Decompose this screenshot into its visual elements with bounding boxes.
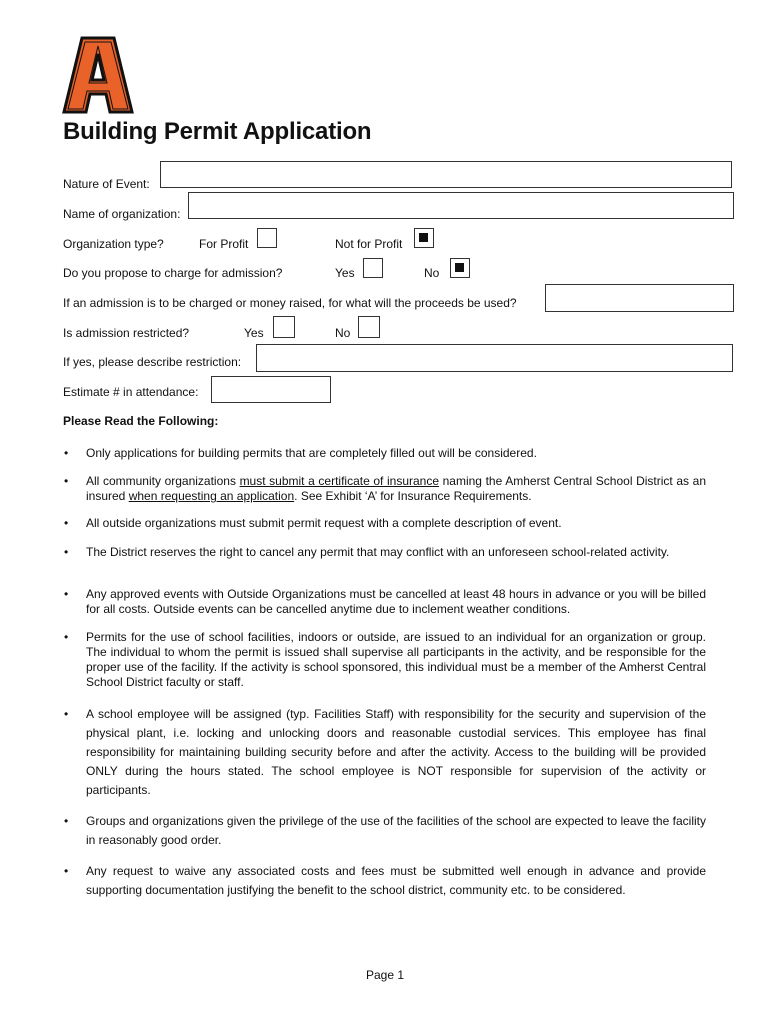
- charge-admission-no-checkbox[interactable]: [450, 258, 470, 278]
- nature-of-event-field[interactable]: [160, 161, 732, 188]
- admission-restricted-no-label: No: [335, 326, 351, 340]
- page-title: Building Permit Application: [63, 118, 372, 145]
- admission-restricted-yes-checkbox[interactable]: [273, 316, 295, 338]
- charge-admission-label: Do you propose to charge for admission?: [63, 266, 283, 280]
- nature-of-event-label: Nature of Event:: [63, 177, 150, 191]
- list-item: • Only applications for building permits that are completely filled out will be considered.: [86, 446, 706, 461]
- charge-admission-yes-label: Yes: [335, 266, 355, 280]
- not-for-profit-checkbox[interactable]: [414, 228, 434, 248]
- list-item: • A school employee will be assigned (typ. Facilities Staff) with responsibility for the security and supervision of the physical plant, i.e. locking and unlocking doors and reasonable custodial services. This employee has final responsibility for maintaining building security before and after the activity. Access to the building will be provided ONLY during the hours stated. The school employee is NOT responsible for supervision of the activity or participants.: [86, 705, 706, 800]
- charge-admission-yes-checkbox[interactable]: [363, 258, 383, 278]
- list-item: • All outside organizations must submit permit request with a complete description of event.: [86, 516, 706, 531]
- attendance-estimate-field[interactable]: [211, 376, 331, 403]
- page-number: Page 1: [365, 968, 405, 982]
- list-item: • Any approved events with Outside Organizations must be cancelled at least 48 hours in advance or you will be billed for all costs. Outside events can be cancelled anytime due to inclement weather conditions.: [86, 587, 706, 617]
- admission-restricted-yes-label: Yes: [244, 326, 264, 340]
- list-item: • All community organizations must submit a certificate of insurance naming the Amherst Central School District as an insured when requesting an application. See Exhibit ‘A’ for Insurance Requirements.: [86, 474, 706, 504]
- for-profit-checkbox[interactable]: [257, 228, 277, 248]
- for-profit-label: For Profit: [199, 237, 249, 251]
- list-item: • The District reserves the right to cancel any permit that may conflict with an unforeseen school-related activity.: [86, 545, 706, 560]
- organization-name-field[interactable]: [188, 192, 734, 219]
- admission-restricted-label: Is admission restricted?: [63, 326, 190, 340]
- attendance-estimate-label: Estimate # in attendance:: [63, 385, 199, 399]
- list-item: • Permits for the use of school facilities, indoors or outside, are issued to an individual for an organization or group. The individual to whom the permit is issued shall supervise all participants in the activity, and be responsible for the proper use of the facility. If the activity is school sponsored, this individual must be a member of the Amherst Central School District faculty or staff.: [86, 630, 706, 690]
- list-item: • Groups and organizations given the privilege of the use of the facilities of the school are expected to leave the facility in reasonably good order.: [86, 812, 706, 850]
- restriction-description-label: If yes, please describe restriction:: [63, 355, 242, 369]
- not-for-profit-label: Not for Profit: [335, 237, 403, 251]
- school-logo: [62, 36, 134, 116]
- charge-admission-no-label: No: [424, 266, 440, 280]
- read-heading: Please Read the Following:: [63, 414, 219, 428]
- logo-letter-a: [64, 38, 132, 112]
- proceeds-use-label: If an admission is to be charged or money raised, for what will the proceeds be used?: [63, 296, 517, 310]
- proceeds-use-field[interactable]: [545, 284, 734, 312]
- organization-name-label: Name of organization:: [63, 207, 181, 221]
- restriction-description-field[interactable]: [256, 344, 733, 372]
- organization-type-label: Organization type?: [63, 237, 164, 251]
- admission-restricted-no-checkbox[interactable]: [358, 316, 380, 338]
- list-item: • Any request to waive any associated costs and fees must be submitted well enough in advance and provide supporting documentation justifying the benefit to the school district, community etc. to be considered.: [86, 862, 706, 900]
